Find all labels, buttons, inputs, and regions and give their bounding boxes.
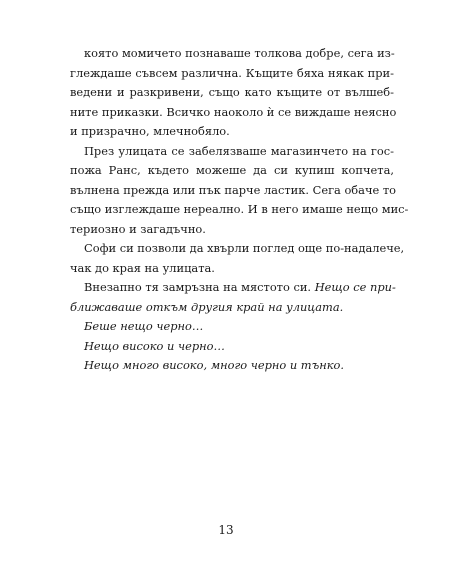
text-normal: Внезапно тя замръзна на мястото си. — [84, 280, 315, 294]
page-text-block — [70, 44, 409, 376]
paragraph-4 — [70, 278, 394, 317]
text-line: и призрачно, млечнобяло. — [70, 124, 230, 138]
text-italic: Нещо се при- — [314, 280, 396, 294]
text-line: ните приказки. Всичко наоколо ѝ се виждаше неясно — [70, 104, 397, 119]
text-line: чак до края на улицата. — [70, 260, 215, 275]
paragraph-2 — [70, 142, 409, 240]
text-line: която момичето познаваше толкова добре, сега из- — [84, 46, 395, 60]
text-line: Софи си позволи да хвърли поглед още по-надалече, — [84, 241, 405, 255]
text-line: също изглеждаше нереално. И в него имаше нещо мис- — [70, 202, 409, 216]
paragraph-italic-2 — [70, 337, 394, 357]
text-line: териозно и загадъчно. — [70, 221, 206, 236]
paragraph-3 — [70, 239, 405, 278]
text-line: пожа Ранс, където можеше да си купиш копчета, — [70, 163, 394, 177]
paragraph-italic-1 — [70, 317, 394, 337]
page-number: 13 — [218, 523, 234, 537]
text-line: вълнена прежда или пък парче ластик. Сега обаче то — [70, 182, 397, 197]
text-line: През улицата се забелязваше магазинчето на гос- — [84, 143, 394, 158]
text-line-italic: Нещо високо и черно… — [84, 338, 225, 353]
text-line-italic: Нещо много високо, много черно и тънко. — [84, 358, 344, 372]
text-line: ведени и разкривени, също като къщите от вълшеб- — [70, 85, 394, 99]
text-line: глеждаше съвсем различна. Къщите бяха някак при- — [70, 65, 394, 80]
text-line-mixed — [70, 278, 394, 298]
text-line-italic: ближаваше откъм другия край на улицата. — [70, 299, 344, 314]
text-line-italic: Беше нещо черно… — [84, 319, 204, 333]
paragraph-1 — [70, 44, 397, 142]
paragraph-italic-3 — [70, 356, 394, 376]
